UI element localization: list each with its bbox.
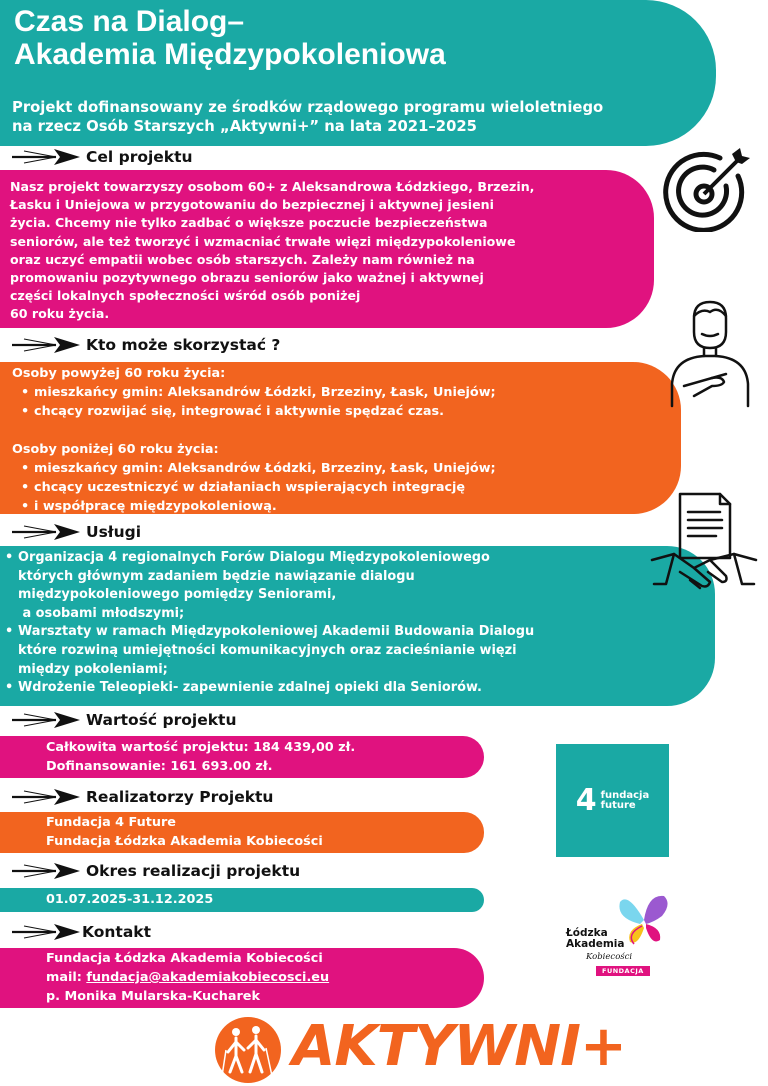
subtitle <box>12 98 603 136</box>
email-link[interactable]: fundacja@akademiakobiecosci.eu <box>86 970 330 985</box>
heading-kontakt <box>10 921 151 943</box>
kto-group-2-title: Osoby poniżej 60 roku życia: <box>12 442 219 457</box>
walkers-circle-icon <box>214 1016 282 1084</box>
arrow-icon <box>10 147 82 167</box>
heading-realizatorzy-text: Realizatorzy Projektu <box>86 788 274 806</box>
cel-line: życia. Chcemy nie tylko zadbać o większe poczucie bezpieczeństwa <box>10 215 488 231</box>
list-item <box>4 623 715 679</box>
heading-kto-text: Kto może skorzystać ? <box>86 336 281 354</box>
heading-uslugi <box>10 521 141 543</box>
list-item: • mieszkańcy gmin: Aleksandrów Łódzki, Brzeziny, Łask, Uniejów; <box>20 459 681 478</box>
uslugi-line: • Warsztaty w ramach Międzypokoleniowej Akademii Budowania Dialogu <box>18 624 535 640</box>
realizator-1: Fundacja 4 Future <box>46 815 176 830</box>
future-word-1: fundacja <box>600 789 650 801</box>
panel-wartosc <box>0 736 484 778</box>
lak-line-2: Akademia <box>566 938 625 950</box>
fundacja-future-logo <box>556 744 669 857</box>
kto-group-1-list <box>20 383 681 421</box>
title-line-2: Akademia Międzypokoleniowa <box>14 38 446 71</box>
heading-kto <box>10 334 280 356</box>
kontakt-org: Fundacja Łódzka Akademia Kobiecości <box>46 951 323 966</box>
subtitle-line-2: na rzecz Osób Starszych „Aktywni+” na lata 2021–2025 <box>12 118 477 135</box>
panel-okres <box>0 888 484 912</box>
handshake-document-icon <box>650 488 758 598</box>
fundacja-future-mark <box>575 782 650 818</box>
cel-line: części lokalnych społeczności wśród osób poniżej <box>10 288 361 304</box>
lak-name <box>566 928 624 950</box>
kto-group-2 <box>12 440 681 516</box>
kto-group-2-list <box>20 459 681 516</box>
heading-cel <box>10 146 193 168</box>
future-word-2: future <box>600 799 636 811</box>
list-item: • i współpracę międzypokoleniową. <box>20 497 681 516</box>
panel-uslugi <box>0 546 715 706</box>
arrow-icon <box>10 335 82 355</box>
future-four: 4 <box>575 782 597 818</box>
uslugi-line: • Wdrożenie Teleopieki- zapewnienie zdalnej opieki dla Seniorów. <box>18 680 482 696</box>
arrow-icon <box>10 710 82 730</box>
heading-wartosc-text: Wartość projektu <box>86 711 237 729</box>
heading-okres-text: Okres realizacji projektu <box>86 862 301 880</box>
arrow-icon <box>10 522 82 542</box>
heading-wartosc <box>10 709 236 731</box>
list-item: • chcący uczestniczyć w działaniach wspierających integrację <box>20 478 681 497</box>
cel-line: Nasz projekt towarzyszy osobom 60+ z Aleksandrowa Łódzkiego, Brzezin, <box>10 179 535 194</box>
cel-line: promowaniu pozytywnego obrazu seniorów jako ważnej i aktywnej <box>10 270 484 286</box>
panel-kontakt <box>0 948 484 1008</box>
lak-line-1: Łódzka <box>566 927 608 939</box>
future-wordmark <box>601 791 650 811</box>
subtitle-line-1: Projekt dofinansowany ze środków rządowego programu wieloletniego <box>12 99 604 116</box>
heading-cel-text: Cel projektu <box>86 148 193 166</box>
list-item <box>4 549 715 623</box>
okres-dates: 01.07.2025-31.12.2025 <box>46 892 214 907</box>
kontakt-mail-row <box>46 968 484 987</box>
aktywni-logo-text: AKTYWNI+ <box>292 1014 626 1079</box>
wartosc-funding: Dofinansowanie: 161 693.00 zł. <box>46 759 273 774</box>
heading-uslugi-text: Usługi <box>86 523 142 541</box>
heading-okres <box>10 860 300 882</box>
cel-line: seniorów, ale też tworzyć i wzmacniać trwałe więzi międzypokoleniowe <box>10 233 516 249</box>
arrow-icon <box>10 922 82 942</box>
realizator-2: Fundacja Łódzka Akademia Kobiecości <box>46 834 323 849</box>
mail-label: mail: <box>46 970 87 985</box>
title-line-1: Czas na Dialog– <box>14 5 245 38</box>
uslugi-line: międzypokoleniowego pomiędzy Seniorami, <box>18 587 337 603</box>
cel-line: oraz uczyć empatii wobec osób starszych. Zależy nam również na <box>10 251 475 267</box>
wartosc-text <box>46 738 484 776</box>
target-icon <box>662 146 758 232</box>
kto-group-1-title: Osoby powyżej 60 roku życia: <box>12 366 226 381</box>
butterfly-icon <box>618 890 670 946</box>
list-item: • chcący rozwijać się, integrować i aktywnie spędzać czas. <box>20 402 681 421</box>
panel-kto <box>0 362 681 514</box>
wartosc-total: Całkowita wartość projektu: 184 439,00 zł. <box>46 740 356 755</box>
heading-realizatorzy <box>10 786 273 808</box>
arrow-icon <box>10 861 82 881</box>
lodzka-akademia-logo <box>556 890 676 986</box>
uslugi-line: a osobami młodszymi; <box>18 605 185 621</box>
list-item <box>4 679 715 698</box>
kontakt-text <box>46 949 484 1006</box>
cel-line: 60 roku życia. <box>10 306 110 322</box>
panel-cel <box>0 170 654 328</box>
kontakt-person: p. Monika Mularska-Kucharek <box>46 989 260 1004</box>
page-title <box>14 5 446 71</box>
uslugi-line: których głównym zadaniem będzie nawiązanie dialogu <box>18 568 415 584</box>
panel-realizatorzy <box>0 812 484 853</box>
list-item: • mieszkańcy gmin: Aleksandrów Łódzki, Brzeziny, Łask, Uniejów; <box>20 383 681 402</box>
uslugi-line: • Organizacja 4 regionalnych Forów Dialogu Międzypokoleniowego <box>18 550 490 565</box>
arrow-icon <box>10 787 82 807</box>
lak-script: Kobiecości <box>586 952 633 962</box>
uslugi-line: które rozwiną umiejętności komunikacyjnych oraz zacieśnianie więzi <box>18 642 517 658</box>
cel-line: Łasku i Uniejowa w przygotowaniu do bezpiecznej i aktywnej jesieni <box>10 197 494 213</box>
cel-text <box>10 178 654 324</box>
realizatorzy-text <box>46 813 484 851</box>
kto-group-1 <box>12 364 681 421</box>
uslugi-line: między pokoleniami; <box>18 661 168 677</box>
lak-badge: FUNDACJA <box>596 966 650 976</box>
heading-kontakt-text: Kontakt <box>82 923 152 941</box>
person-pointing-icon <box>664 298 756 408</box>
uslugi-list <box>4 549 715 698</box>
